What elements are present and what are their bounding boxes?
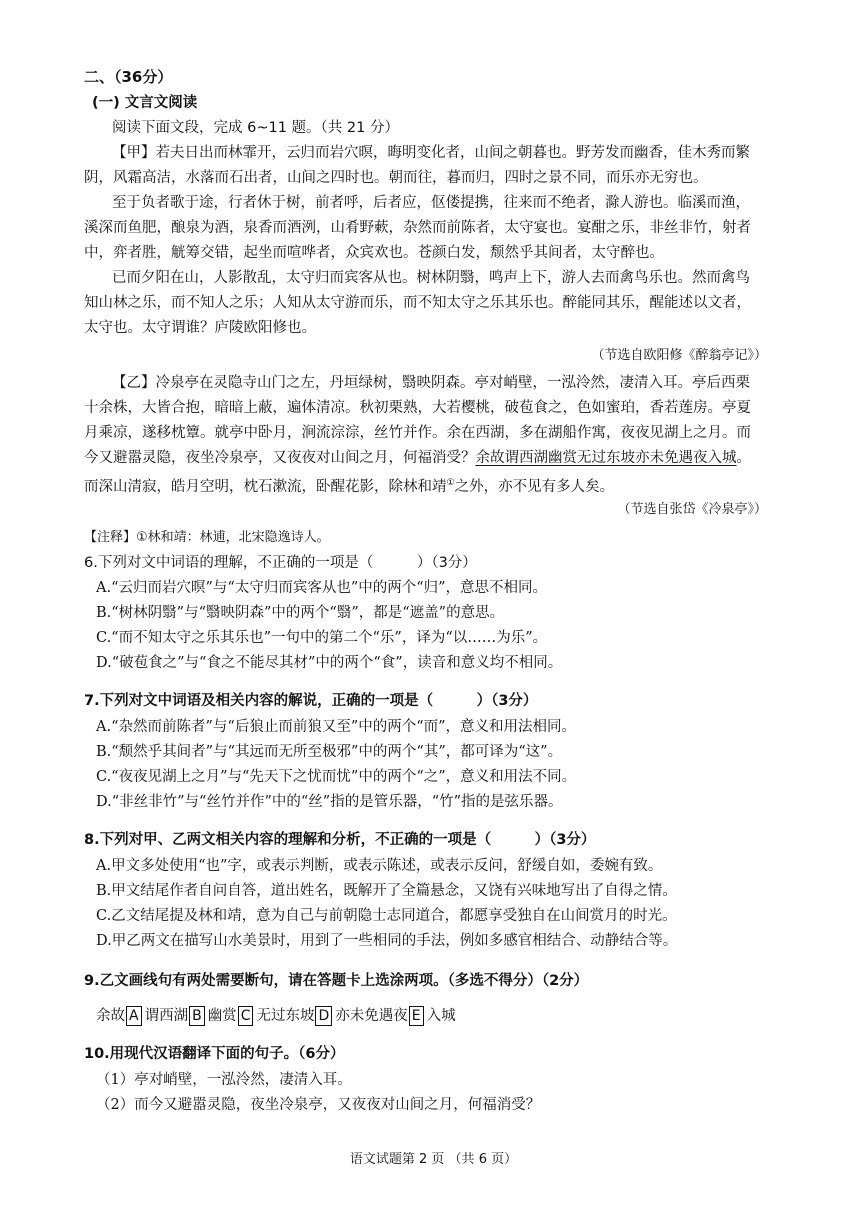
q9-stem: 9.乙文画线句有两处需要断句，请在答题卡上选涂两项。（多选不得分）（2分）	[84, 973, 589, 989]
underlined-sentence: 余故谓西湖幽赏无过东坡亦未免遇夜入城	[475, 450, 737, 466]
passage-a-line-1: 【甲】若夫日出而林霏开，云归而岩穴暝，晦明变化者，山间之朝暮也。野芳发而幽香，佳木秀而繁	[112, 145, 750, 161]
q7-option-c: C.“夜夜见湖上之月”与“先天下之忧而忧”中的两个“之”，意义和用法不同。	[96, 769, 577, 785]
passage-a-line-8: 太守也。太守谓谁？庐陵欧阳修也。	[84, 320, 316, 336]
q6-option-a: A.“云归而岩穴暝”与“太守归而宾客从也”中的两个“归”，意思不相同。	[96, 580, 548, 596]
q8-stem: 8.下列对甲、乙两文相关内容的理解和分析，不正确的一项是（ ）（3分）	[84, 832, 596, 848]
q7-option-d: D.“非丝非竹”与“丝竹并作”中的“丝”指的是管乐器，“竹”指的是弦乐器。	[96, 794, 563, 810]
q6-option-d: D.“破苞食之”与“食之不能尽其材”中的两个“食”，读音和意义均不相同。	[96, 655, 563, 671]
q9-box-e[interactable]: E	[409, 1006, 424, 1026]
q8-option-b: B.甲文结尾作者自问自答，道出姓名，既解开了全篇悬念，又饶有兴味地写出了自得之情。	[96, 883, 677, 899]
passage-b-period: 。	[736, 450, 751, 466]
q9-box-a[interactable]: A	[126, 1006, 142, 1026]
annotation-note: 【注释】①林和靖：林逋，北宋隐逸诗人。	[84, 530, 330, 545]
passage-b-line-4	[84, 448, 751, 468]
q7-option-b: B.“颓然乎其间者”与“其远而无所至极邪”中的两个“其”，都可译为“这”。	[96, 744, 563, 760]
q9-segment-2: 谓西湖	[144, 1008, 189, 1024]
q9-box-b[interactable]: B	[189, 1006, 205, 1026]
passage-a-line-5: 中，弈者胜，觥筹交错，起坐而喧哗者，众宾欢也。苍颜白发，颓然乎其间者，太守醉也。	[84, 245, 664, 261]
q9-sentence	[96, 1006, 456, 1026]
passage-b-line-1: 【乙】冷泉亭在灵隐寺山门之左，丹垣绿树，翳映阴森。亭对峭壁，一泓泠然，凄清入耳。亭后西栗	[112, 375, 750, 391]
footnote-marker: ①	[446, 478, 455, 488]
q9-box-c[interactable]: C	[238, 1006, 254, 1026]
q6-option-c: C.“而不知太守之乐其乐也”一句中的第二个“乐”，译为“以……为乐”。	[96, 630, 548, 646]
q10-item-1: （1）亭对峭壁，一泓泠然，凄清入耳。	[96, 1072, 352, 1088]
q6-stem: 6.下列对文中词语的理解，不正确的一项是（ ）（3分）	[84, 555, 477, 571]
q9-box-d[interactable]: D	[315, 1006, 332, 1026]
passage-a-source: （节选自欧阳修《醉翁亭记》）	[591, 348, 767, 363]
passage-b-source: （节选自张岱《冷泉亭》）	[617, 502, 767, 517]
q8-option-d: D.甲乙两文在描写山水美景时，用到了一些相同的手法，例如多感官相结合、动静结合等。	[96, 933, 678, 949]
q9-segment-3: 幽赏	[207, 1008, 237, 1024]
q9-segment-5: 亦未免遇夜	[335, 1008, 408, 1024]
q10-item-2: （2）而今又避嚣灵隐，夜坐冷泉亭，又夜夜对山间之月，何福消受？	[96, 1097, 541, 1113]
passage-a-line-3: 至于负者歌于途，行者休于树，前者呼，后者应，伛偻提携，往来而不绝者，滁人游也。临溪而渔，	[112, 195, 750, 211]
q9-segment-6: 入城	[426, 1008, 456, 1024]
page-footer: 语文试题第 2 页 （共 6 页）	[349, 1152, 518, 1167]
passage-b-line-5-end: 之外，亦不见有多人矣。	[454, 478, 615, 495]
q8-option-a: A.甲文多处使用“也”字，或表示判断，或表示陈述，或表示反问，舒缓自如，委婉有致。	[96, 858, 663, 874]
passage-b-line-5-text: 而深山清寂，皓月空明，枕石漱流，卧醒花影，除林和靖	[84, 478, 447, 495]
passage-a-line-6: 已而夕阳在山，人影散乱，太守归而宾客从也。树林阴翳，鸣声上下，游人去而禽鸟乐也。然而禽鸟	[112, 270, 750, 286]
instruction: 阅读下面文段，完成 6~11 题。（共 21 分）	[112, 120, 399, 136]
q6-option-b: B.“树林阴翳”与“翳映阴森”中的两个“翳”，都是“遮盖”的意思。	[96, 605, 505, 621]
section-subtitle: (一) 文言文阅读	[92, 95, 198, 111]
q7-option-a: A.“杂然而前陈者”与“后狼止而前狼又至”中的两个“而”，意义和用法相同。	[96, 719, 577, 735]
q10-stem: 10.用现代汉语翻译下面的句子。（6分）	[84, 1046, 345, 1062]
passage-b-line-5	[84, 473, 614, 497]
section-title: 二、（36分）	[84, 68, 173, 86]
q9-segment-1: 余故	[96, 1008, 125, 1024]
passage-b-line-2: 十余株，大皆合抱，暗暗上蔽，遍体清凉。秋初栗熟，大若樱桃，破苞食之，色如蜜珀，香若莲房。亭夏	[84, 400, 751, 416]
q7-stem: 7.下列对文中词语及相关内容的解说，正确的一项是（ ）（3分）	[84, 693, 538, 709]
q8-option-c: C.乙文结尾提及林和靖，意为自己与前朝隐士志同道合，都愿享受独自在山间赏月的时光。	[96, 908, 677, 924]
passage-b-line-3: 月乘凉，遂移枕簟。就亭中卧月，涧流淙淙，丝竹并作。余在西湖，多在湖船作寓，夜夜见湖上之月。而	[84, 425, 751, 441]
q9-segment-4: 无过东坡	[256, 1008, 315, 1024]
passage-a-line-2: 阴，风霜高洁，水落而石出者，山间之四时也。朝而往，暮而归，四时之景不同，而乐亦无穷也。	[84, 170, 708, 186]
passage-a-line-7: 知山林之乐，而不知人之乐；人知从太守游而乐，而不知太守之乐其乐也。醉能同其乐，醒能述以文者，	[84, 295, 751, 311]
passage-b-line-4-text: 今又避嚣灵隐，夜坐冷泉亭，又夜夜对山间之月，何福消受？	[84, 450, 476, 466]
passage-a-line-4: 溪深而鱼肥，酿泉为酒，泉香而酒洌，山肴野蔌，杂然而前陈者，太守宴也。宴酣之乐，非丝非竹，射者	[84, 220, 751, 236]
